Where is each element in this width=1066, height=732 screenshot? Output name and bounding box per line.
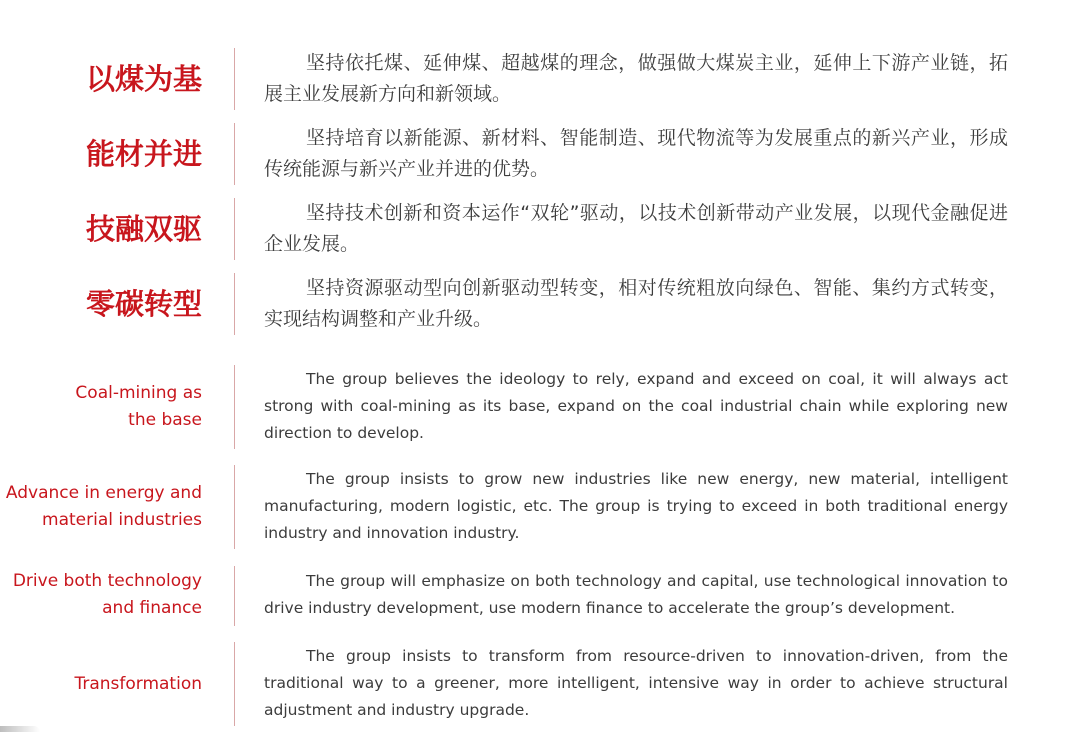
- principle-title-en: [6, 480, 202, 534]
- principle-body-cn: 坚持依托煤、延伸煤、超越煤的理念，做强做大煤炭主业，延伸上下游产业链，拓展主业发展新方向和新领域。: [264, 52, 1008, 105]
- divider: [234, 465, 235, 549]
- principle-body-cn: 坚持技术创新和资本运作“双轮”驱动，以技术创新带动产业发展，以现代金融促进企业发展。: [264, 202, 1008, 255]
- principle-title-line: Drive both technology: [12, 571, 202, 591]
- principle-body-en: The group insists to transform from resource-driven to innovation-driven, from the traditional way to a greener, more intelligent, intensive way in order to achieve structural adjustment and industry upgrade.: [264, 647, 1008, 719]
- principle-title-en: [13, 568, 202, 622]
- page-corner-decoration: [0, 726, 40, 732]
- principle-row-cn-4: [0, 273, 1066, 335]
- principle-title-line: and finance: [102, 598, 202, 618]
- divider: [234, 642, 235, 726]
- principle-body-en: The group will emphasize on both technology and capital, use technological innovation to drive industry development, use modern finance to accelerate the group’s development.: [264, 572, 1008, 617]
- divider: [234, 123, 235, 185]
- principle-row-cn-2: [0, 123, 1066, 185]
- principle-title-line: Coal-mining as: [75, 383, 202, 403]
- divider: [234, 566, 235, 626]
- principle-row-cn-3: [0, 198, 1066, 260]
- divider: [234, 198, 235, 260]
- principle-title-cn: 零碳转型: [85, 287, 202, 321]
- principle-row-en-1: [0, 365, 1066, 449]
- principle-row-en-2: [0, 465, 1066, 549]
- principle-title-line: Advance in energy and: [5, 483, 202, 503]
- principle-body-cn: 坚持培育以新能源、新材料、智能制造、现代物流等为发展重点的新兴产业，形成传统能源与新兴产业并进的优势。: [264, 127, 1008, 180]
- divider: [234, 48, 235, 110]
- principle-body-en: The group believes the ideology to rely, expand and exceed on coal, it will always act strong with coal-mining as its base, expand on the coal industrial chain while exploring new direction to develop.: [264, 370, 1008, 442]
- principle-title-cn: 以煤为基: [85, 62, 202, 96]
- principle-row-en-4: [0, 642, 1066, 726]
- principle-title-line: the base: [128, 410, 202, 430]
- principle-title-cn: 技融双驱: [85, 212, 202, 246]
- principle-row-cn-1: [0, 48, 1066, 110]
- principle-body-en: The group insists to grow new industries like new energy, new material, intelligent manufacturing, modern logistic, etc. The group is trying to exceed in both traditional energy industry and innovation industry.: [264, 470, 1008, 542]
- principle-row-en-3: [0, 566, 1066, 626]
- principle-title-line: material industries: [42, 510, 202, 530]
- divider: [234, 365, 235, 449]
- principle-body-cn: 坚持资源驱动型向创新驱动型转变，相对传统粗放向绿色、智能、集约方式转变，实现结构调整和产业升级。: [264, 277, 1008, 330]
- principle-title-cn: 能材并进: [85, 137, 202, 171]
- divider: [234, 273, 235, 335]
- principle-title-en: [74, 671, 202, 698]
- principle-title-en: [75, 380, 202, 434]
- principle-title-line: Transformation: [74, 674, 202, 694]
